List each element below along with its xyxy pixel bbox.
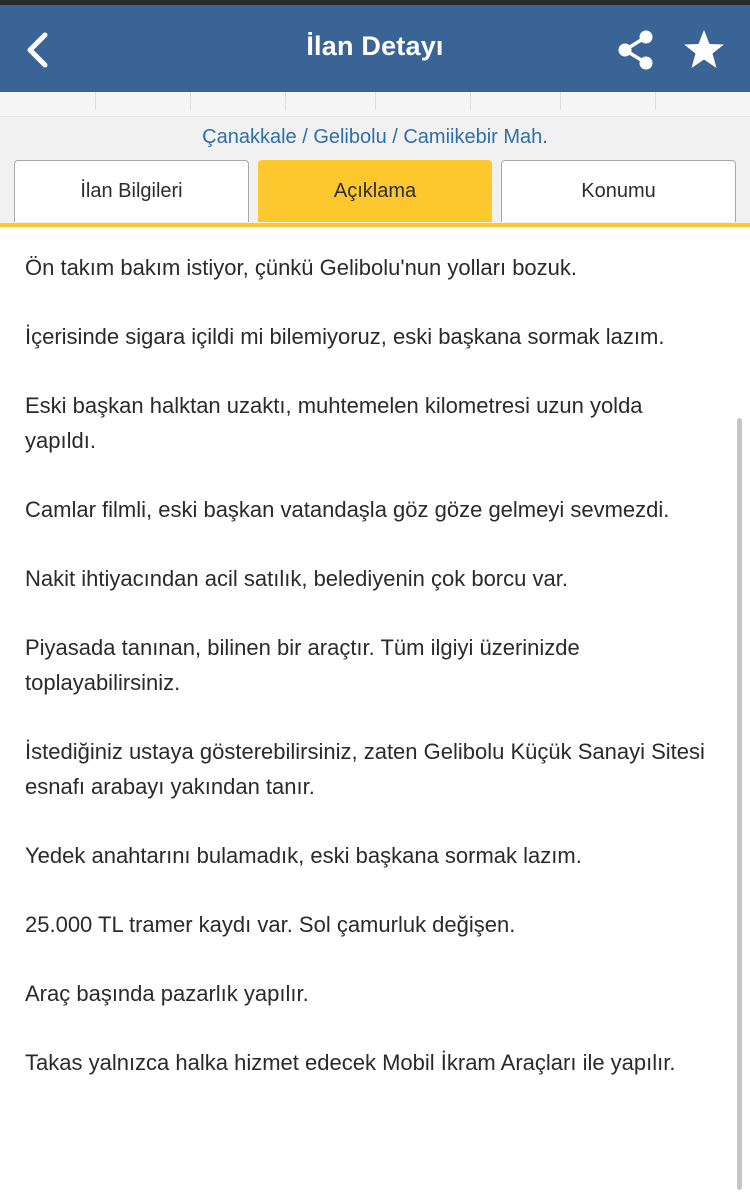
tab-konumu[interactable]	[501, 160, 736, 222]
description-paragraph: Nakit ihtiyacından acil satılık, belediyenin çok borcu var.	[25, 566, 568, 591]
description-paragraph: Takas yalnızca halka hizmet edecek Mobil İkram Araçları ile yapılır.	[25, 1050, 676, 1075]
page-title: İlan Detayı	[306, 31, 444, 61]
description-paragraph: Piyasada tanınan, bilinen bir araçtır. Tüm ilgiyi üzerinizde toplayabilirsiniz.	[25, 635, 580, 695]
tab-label: İlan Bilgileri	[80, 180, 183, 202]
star-icon	[680, 27, 728, 73]
tab-label: Konumu	[581, 180, 656, 202]
scrollbar[interactable]	[737, 418, 742, 1190]
location-breadcrumb[interactable]: Çanakkale / Gelibolu / Camiikebir Mah.	[202, 126, 548, 148]
description-paragraph: Yedek anahtarını bulamadık, eski başkana sormak lazım.	[25, 843, 582, 868]
tab-aciklama[interactable]	[258, 160, 492, 222]
tab-label: Açıklama	[333, 180, 417, 202]
app-header	[0, 5, 750, 92]
description-text	[25, 250, 715, 1114]
active-tab-underline	[0, 223, 750, 227]
description-paragraph: Camlar filmli, eski başkan vatandaşla göz göze gelmeyi sevmezdi.	[25, 497, 670, 522]
tab-ilan-bilgileri[interactable]	[14, 160, 249, 222]
share-icon	[612, 26, 660, 74]
share-button[interactable]	[612, 26, 660, 74]
description-paragraph: Ön takım bakım istiyor, çünkü Gelibolu'nun yolları bozuk.	[25, 255, 578, 280]
location-bar	[0, 117, 750, 227]
description-paragraph: İçerisinde sigara içildi mi bilemiyoruz, eski başkana sormak lazım.	[25, 324, 665, 349]
description-paragraph: İstediğiniz ustaya gösterebilirsiniz, zaten Gelibolu Küçük Sanayi Sitesi esnafı arabayı yakından tanır.	[25, 739, 705, 799]
description-paragraph: 25.000 TL tramer kaydı var. Sol çamurluk değişen.	[25, 912, 516, 937]
favorite-button[interactable]	[680, 27, 728, 73]
description-paragraph: Araç başında pazarlık yapılır.	[25, 981, 309, 1006]
description-paragraph: Eski başkan halktan uzaktı, muhtemelen kilometresi uzun yolda yapıldı.	[25, 393, 643, 453]
scrolled-content-edge	[0, 92, 750, 117]
